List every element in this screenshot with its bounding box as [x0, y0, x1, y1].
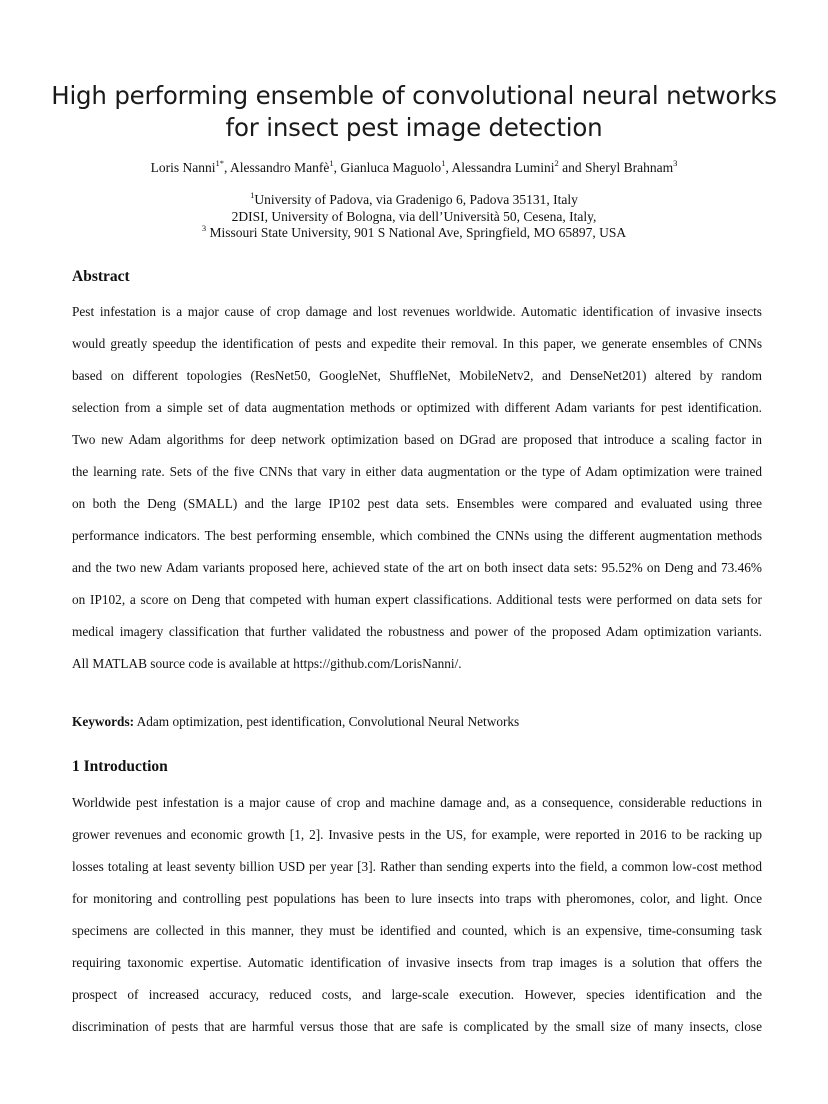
abstract-line: All MATLAB source code is available at https://github.com/LorisNanni/. — [72, 656, 462, 671]
title-line-1: High performing ensemble of convolutional neural networks — [51, 81, 777, 110]
affiliation-text: 2DISI, University of Bologna, via dell’Università 50, Cesena, Italy, — [231, 208, 597, 224]
abstract-line: on both the Deng (SMALL) and the large IP102 pest data sets. Ensembles were compared and evaluated using three — [72, 496, 762, 511]
abstract-line: would greatly speedup the identification of pests and expedite their removal. In this paper, we generate ensembles of CNNs — [72, 336, 762, 351]
introduction-heading: 1 Introduction — [72, 758, 168, 775]
introduction-line: requiring taxonomic expertise. Automatic identification of invasive insects from trap images is a solution that offers the — [72, 955, 762, 970]
author-name: , Gianluca Maguolo — [333, 160, 442, 175]
introduction-line: grower revenues and economic growth [1, 2]. Invasive pests in the US, for example, were reported in 2016 to be racking up — [72, 827, 762, 842]
affiliation-mark: 1 — [250, 189, 255, 200]
author-name: , Alessandro Manfè — [223, 160, 330, 175]
abstract-line: based on different topologies (ResNet50, GoogleNet, ShuffleNet, MobileNetv2, and DenseNet201) altered by random — [72, 368, 762, 383]
keywords-label: Keywords: — [72, 714, 135, 729]
author-name: and Sheryl Brahnam — [558, 160, 674, 175]
author-name: , Alessandra Lumini — [445, 160, 555, 175]
introduction-line: losses totaling at least seventy billion USD per year [3]. Rather than sending experts into the field, a common low-cost method — [72, 859, 762, 874]
abstract-line: Pest infestation is a major cause of crop damage and lost revenues worldwide. Automatic identification of invasive insects — [72, 304, 762, 319]
abstract-heading: Abstract — [72, 268, 130, 285]
abstract-line: medical imagery classification that further validated the robustness and power of the proposed Adam optimization variants. — [72, 624, 762, 639]
paper-title — [40, 80, 788, 144]
affiliations — [40, 189, 788, 242]
affiliation-text: University of Padova, via Gradenigo 6, Padova 35131, Italy — [254, 192, 578, 207]
abstract-line: performance indicators. The best performing ensemble, which combined the CNNs using the different augmentation methods — [72, 528, 762, 543]
title-line-2: for insect pest image detection — [225, 113, 603, 142]
abstract-line: and the two new Adam variants proposed here, achieved state of the art on both insect data sets: 95.52% on Deng and 73.46% — [72, 560, 762, 575]
abstract-line: Two new Adam algorithms for deep network optimization based on DGrad are proposed that introduce a scaling factor in — [72, 432, 762, 447]
affiliation-mark: 3 — [201, 222, 207, 233]
keywords — [72, 712, 519, 732]
affiliation-line — [40, 189, 788, 209]
introduction-line: specimens are collected in this manner, they must be identified and counted, which is an expensive, time-consuming task — [72, 923, 762, 938]
introduction-line: Worldwide pest infestation is a major cause of crop and machine damage and, as a consequence, considerable reductions in — [72, 795, 762, 810]
introduction-line: prospect of increased accuracy, reduced costs, and large-scale execution. However, species identification and the — [72, 987, 762, 1002]
introduction-body — [72, 787, 762, 1043]
author-list — [40, 159, 788, 177]
author-affiliation-mark: 3 — [673, 157, 678, 168]
author-affiliation-mark: 1 — [329, 157, 334, 168]
author-affiliation-mark: 1* — [215, 157, 224, 168]
affiliation-text: Missouri State University, 901 S National Ave, Springfield, MO 65897, USA — [206, 225, 627, 240]
keywords-text: Adam optimization, pest identification, Convolutional Neural Networks — [134, 714, 520, 729]
abstract-line: on IP102, a score on Deng that competed with human expert classifications. Additional tests were performed on data sets for — [72, 592, 762, 607]
introduction-line: for monitoring and controlling pest populations has been to lure insects into traps with pheromones, color, and light. Once — [72, 891, 762, 906]
introduction-line: discrimination of pests that are harmful versus those that are safe is complicated by the small size of many insects, close — [72, 1019, 762, 1034]
affiliation-line — [40, 209, 788, 226]
author-name: Loris Nanni — [150, 160, 216, 175]
abstract-line: selection from a simple set of data augmentation methods or optimized with different Adam variants for pest identification. — [72, 400, 762, 415]
abstract-body — [72, 296, 762, 680]
author-affiliation-mark: 2 — [554, 157, 559, 168]
author-affiliation-mark: 1 — [441, 157, 446, 168]
affiliation-line — [40, 222, 788, 242]
abstract-line: the learning rate. Sets of the five CNNs that vary in either data augmentation or the type of Adam optimization were trained — [72, 464, 762, 479]
